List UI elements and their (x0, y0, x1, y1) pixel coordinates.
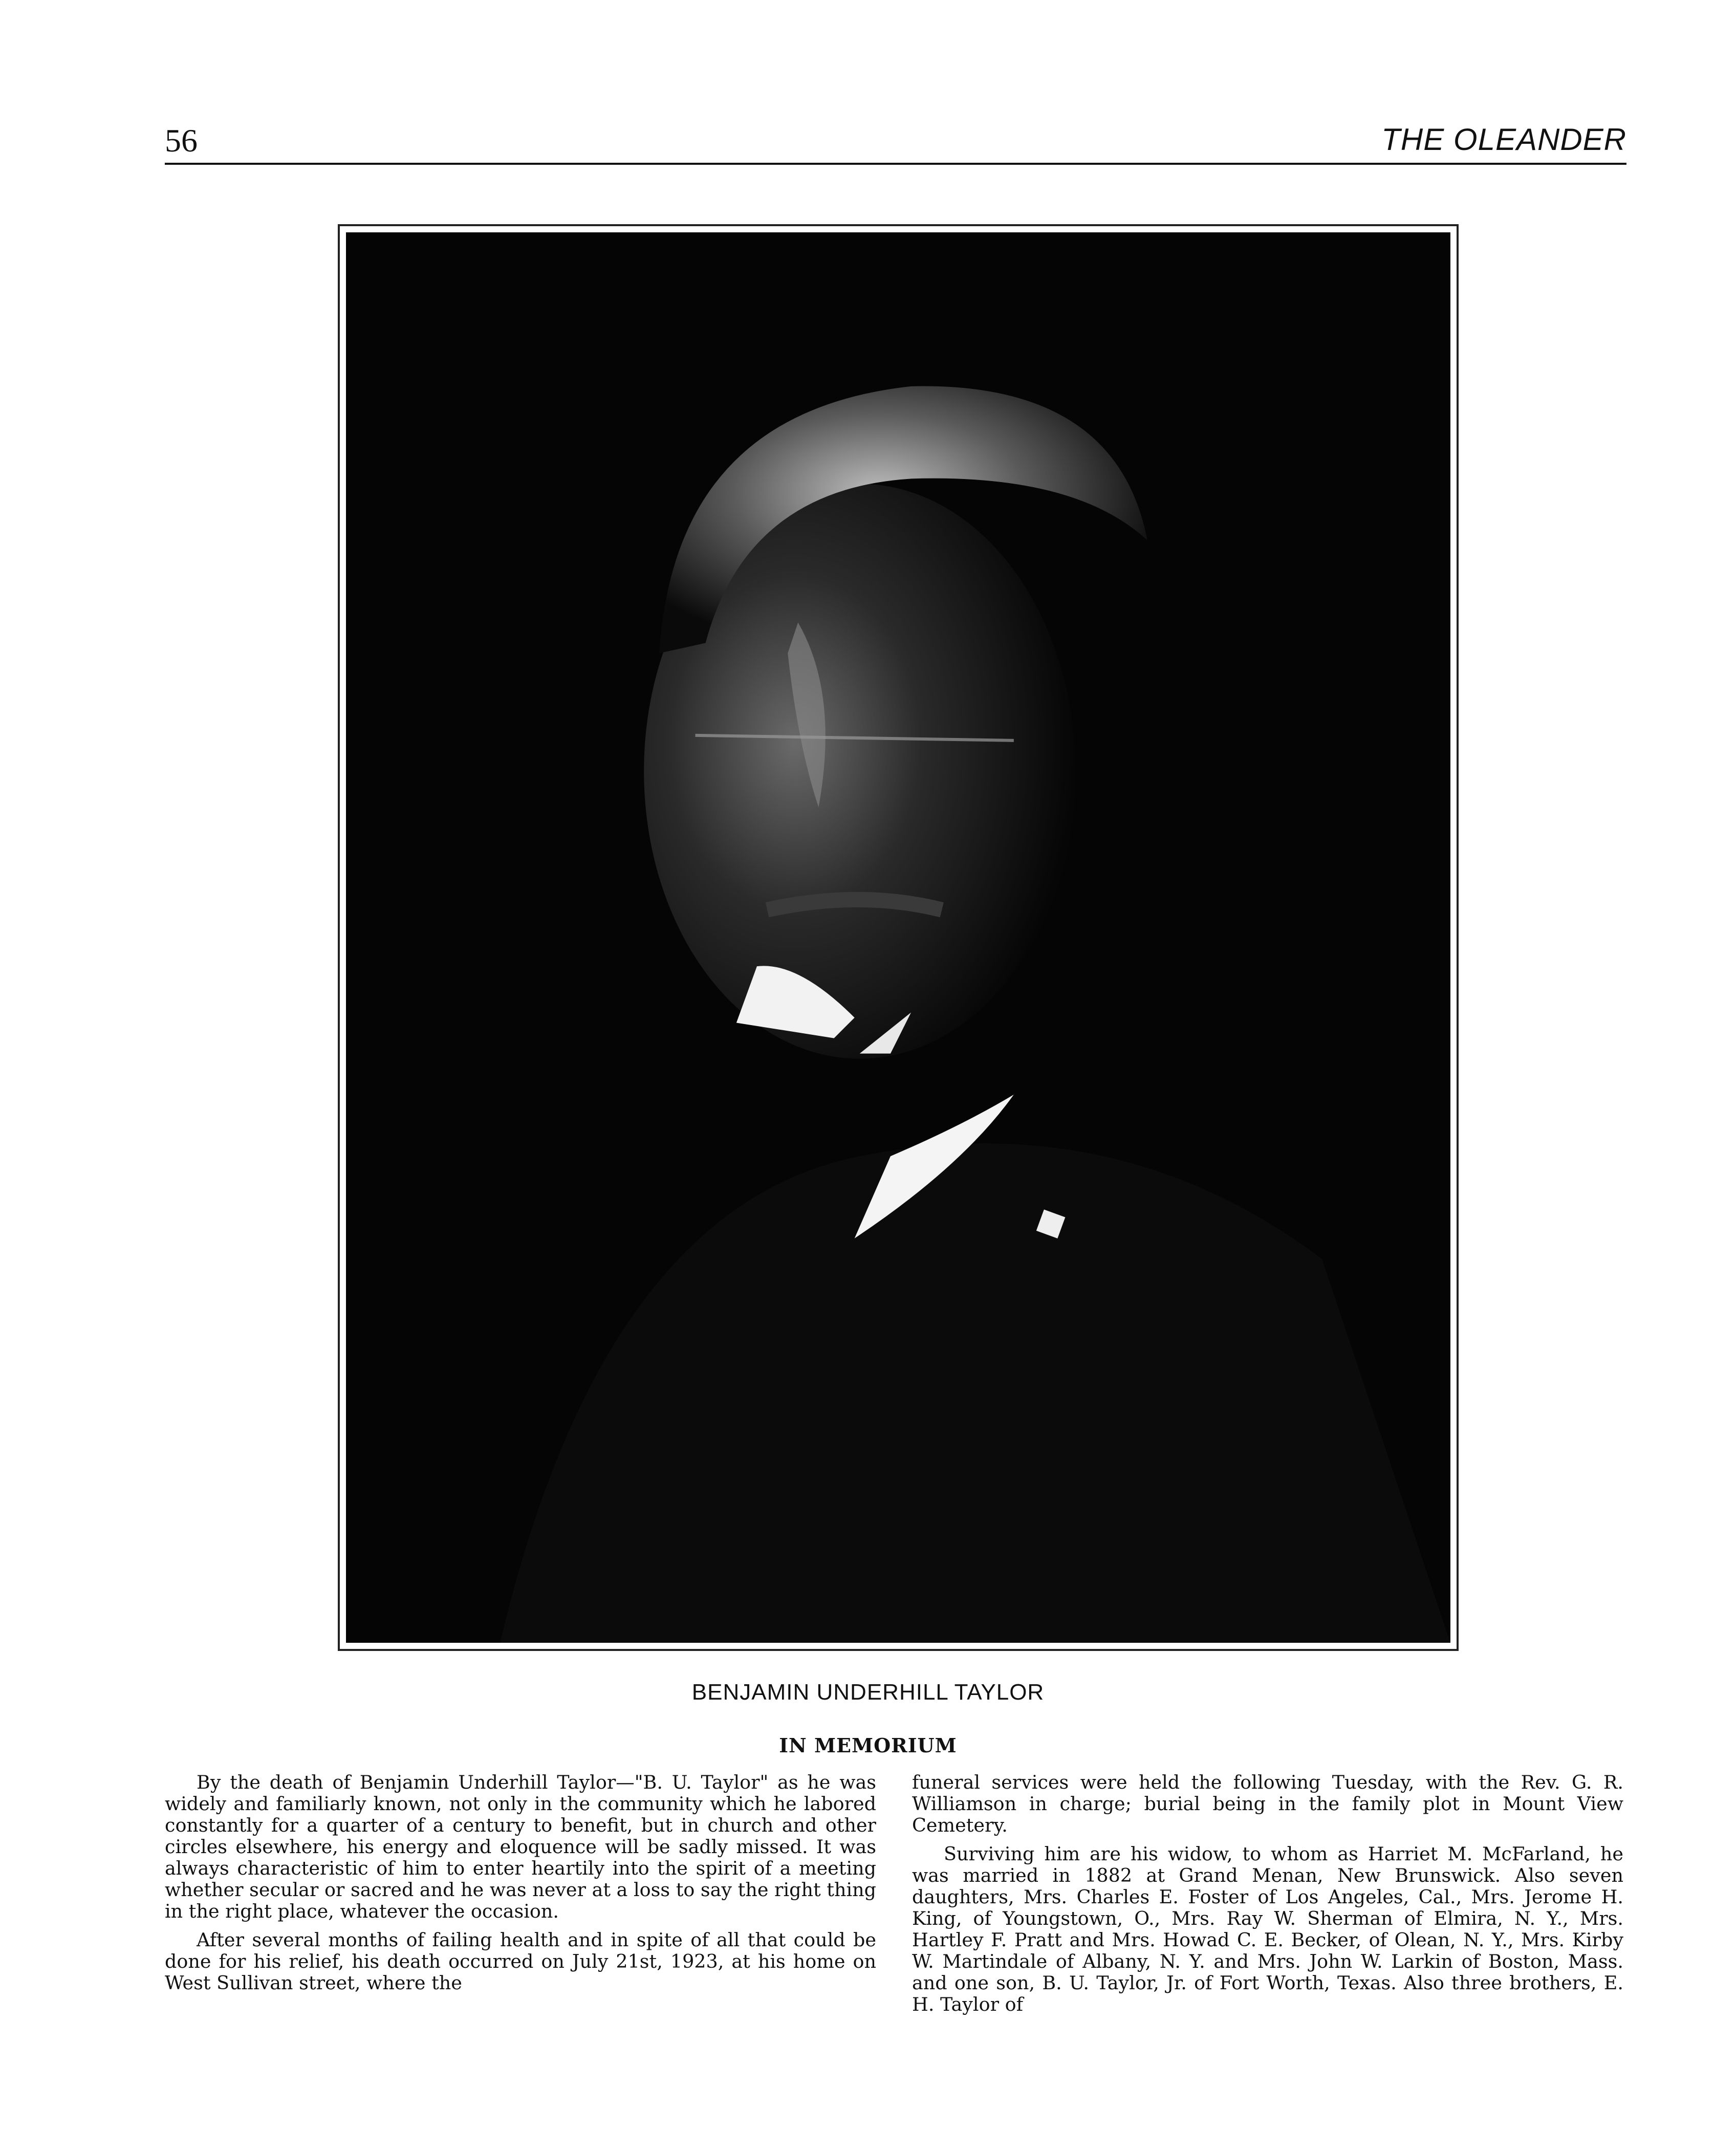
photo-caption: BENJAMIN UNDERHILL TAYLOR (691, 1680, 1045, 1705)
portrait-photograph-icon (346, 232, 1450, 1643)
article-column-right (912, 1772, 1623, 2023)
page-number: 56 (165, 122, 198, 159)
article-column-left (165, 1772, 876, 2001)
publication-title: THE OLEANDER (1381, 122, 1626, 157)
article-paragraph: By the death of Benjamin Underhill Taylor—"B. U. Taylor" as he was widely and familiarly known, not only in the community which he labored constantly for a quarter of a century to benefit, but in church and other circles elsewhere, his energy and eloquence will be sadly missed. It was always characteristic of him to enter heartily into the spirit of a meeting whether secular or sacred and he was never at a loss to say the right thing in the right place, whatever the occasion. (165, 1771, 877, 1922)
article-paragraph: funeral services were held the following Tuesday, with the Rev. G. R. Williamson in charge; burial being in the family plot in Mount View Cemetery. (912, 1771, 1623, 1836)
portrait-illustration (346, 232, 1450, 1643)
article-paragraph: Surviving him are his widow, to whom as Harriet M. McFarland, he was married in 1882 at Grand Menan, New Brunswick. Also seven daughters, Mrs. Charles E. Foster of Los Angeles, Cal., Mrs. Jerome H. King, of Youngstown, O., Mrs. Ray W. Sherman of Elmira, N. Y., Mrs. Hartley F. Pratt and Mrs. Howad C. E. Becker, of Olean, N. Y., Mrs. Kirby W. Martindale of Albany, N. Y. and Mrs. John W. Larkin of Boston, Mass. and one son, B. U. Taylor, Jr. of Fort Worth, Texas. Also three brothers, E. H. Taylor of (912, 1843, 1623, 2015)
portrait-frame (338, 224, 1459, 1651)
article-heading: IN MEMORIUM (779, 1734, 957, 1757)
article-paragraph: After several months of failing health and in spite of all that could be done for his relief, his death occurred on July 21st, 1923, at his home on West Sullivan street, where the (165, 1929, 876, 1994)
header-rule (165, 163, 1626, 165)
